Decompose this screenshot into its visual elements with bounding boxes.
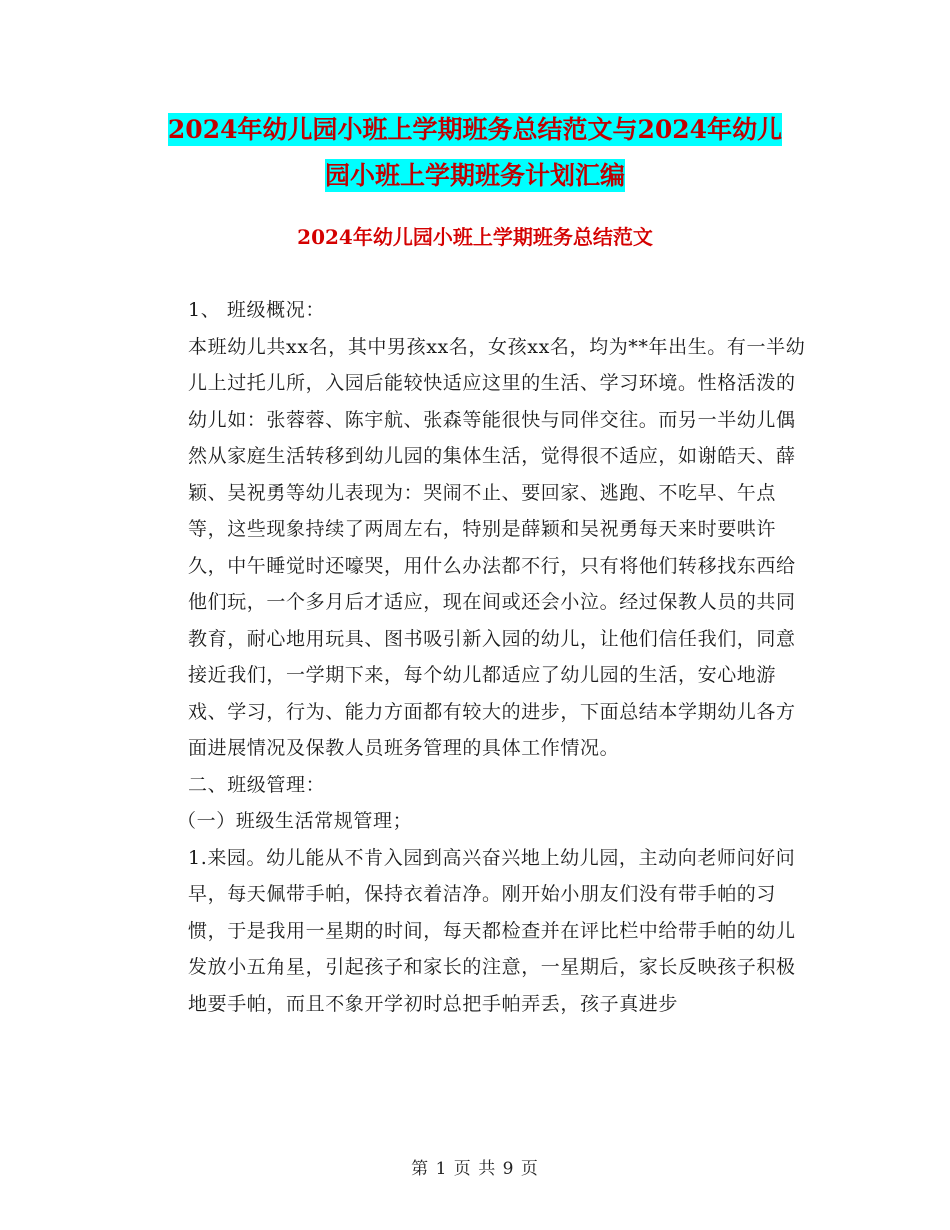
section-heading-class-management: 二、班级管理：	[188, 773, 326, 796]
paragraph-arrival: 1.来园。幼儿能从不肯入园到高兴奋兴地上幼儿园，主动向老师问好问早，每天佩带手帕，保持衣着洁净。刚开始小朋友们没有带手帕的习惯，于是我用一星期的时间，每天都检查并在评比栏中给带手帕的幼儿发放小五角星，引起孩子和家长的注意，一星期后，家长反映孩子积极地要手帕，而且不象开学初时总把手帕弄丢，孩子真进步	[188, 846, 796, 1015]
document-title-line-2	[0, 153, 950, 198]
paragraph-class-overview: 本班幼儿共xx名，其中男孩xx名，女孩xx名，均为**年出生。有一半幼儿上过托儿所，入园后能较快适应这里的生活、学习环境。性格活泼的幼儿如：张蓉蓉、陈宇航、张森等能很快与同伴交往。而另一半幼儿偶然从家庭生活转移到幼儿园的集体生活，觉得很不适应，如谢皓天、薛颖、吴祝勇等幼儿表现为：哭闹不止、要回家、逃跑、不吃早、午点等，这些现象持续了两周左右，特别是薛颖和吴祝勇每天来时要哄许久，中午睡觉时还嚎哭，用什么办法都不行，只有将他们转移找东西给他们玩，一个多月后才适应，现在间或还会小泣。经过保教人员的共同教育，耐心地用玩具、图书吸引新入园的幼儿，让他们信任我们，同意接近我们，一学期下来，每个幼儿都适应了幼儿园的生活，安心地游戏、学习，行为、能力方面都有较大的进步，下面总结本学期幼儿各方面进展情况及保教人员班务管理的具体工作情况。	[188, 335, 806, 759]
section-heading-class-overview: 1、 班级概况：	[188, 299, 325, 321]
title-highlight: 2024年幼儿园小班上学期班务总结范文与2024年幼儿	[167, 115, 783, 144]
section-title: 2024年幼儿园小班上学期班务总结范文	[297, 225, 653, 249]
page-footer: 第 1 页 共 9 页	[411, 1159, 539, 1179]
subsection-heading-daily-routine: （一）班级生活常规管理；	[177, 810, 413, 832]
document-body	[142, 292, 812, 1022]
document-title-line-1	[0, 107, 950, 152]
title-highlight: 园小班上学期班务计划汇编	[324, 161, 625, 190]
